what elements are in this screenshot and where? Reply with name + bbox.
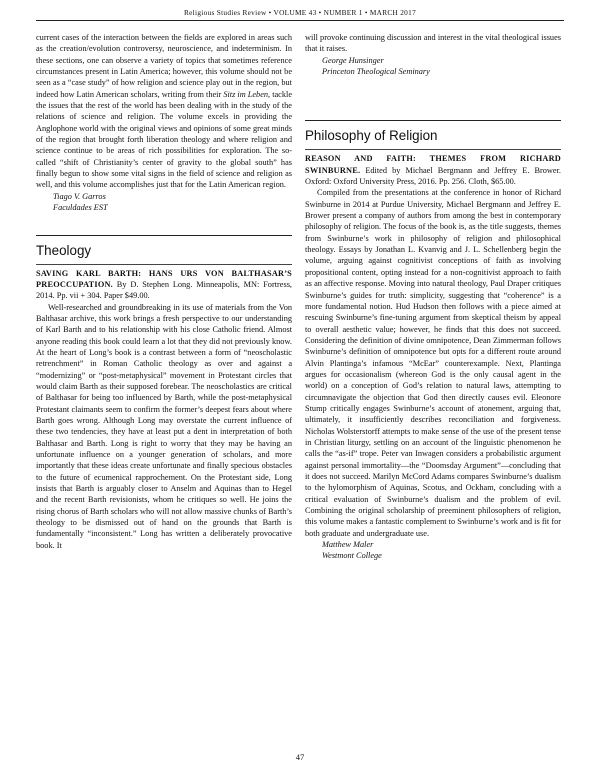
continuation-text-2: , tackle the issues that the rest of the world has been dealing with in the study of the relations of science and religion. The volume excels in providing the Anglophone world with the original views and opinions of some great minds of the region that brought forth liberation theology and where religion and science continue to be areas of rich possibilities for exploration. The so-called “shift of Christianity’s center of gravity to the global south” has finally begun to show some vital signs in the field of science and religion as well, and this volume accomplishes just that for the Latin American region. <box>36 89 293 190</box>
section-title-philosophy: Philosophy of Religion <box>305 128 438 144</box>
previous-review-continuation <box>36 32 292 191</box>
book-title: REASON AND FAITH: THEMES FROM RICHARD SWINBURNE. <box>305 154 561 175</box>
review-body: Well-researched and groundbreaking in its use of materials from the Von Balthasar archive, this work brings a fresh perspective to our understanding of Karl Barth and to his relationship with his close Catholic friend. Almost anyone reading this book could learn a lot that they did not previously know. At the heart of Long’s book is a contrast between a form of “neoscholastic retrenchment” in Roman Catholic theology as over and against a “modernizing” or “post-metaphysical” movement in Protestant circles that would claim Barth as their supposed forebear. The neoscholastics are critical of Balthasar for being too influenced by Barth, while the post-metaphysical Protestant claimants seem to confirm the former’s deepest fears about where Barth goes wrong. Although Long may overstate the current influence of these two tendencies, they have at least put a dent in interpretation of both Balthasar and Barth. Long is right to worry that they may be having an unfortunate influence on a younger generation of scholars, and more importantly that these ideas create unfortunate and finally specious obstacles to the future of ecumenical rapprochement. On the Protestant side, Long insists that Barth is arguably closer to Anselm and Aquinas than to Hegel and the recent Barth revisionists, whom he critiques so well. He joins the rising chorus of Barth scholars who will not allow massive chunks of Barth’s theology to be dismissed out of hand on the grounds that Barth is fundamentally “inconsistent.” Long has written a deliberately provocative book. It <box>36 302 292 550</box>
section-title-theology: Theology <box>36 242 92 258</box>
section-subrule <box>36 264 292 265</box>
review-continuation: will provoke continuing discussion and interest in the vital theological issues that it raises. <box>305 33 561 54</box>
book-details: Edited by Michael Bergmann and Jeffrey E. Brower. Oxford: Oxford University Press, 2016. Pp. 256. Cloth, $65.00. <box>305 165 561 187</box>
review-body: Compiled from the presentations at the conference in honor of Richard Swinburne in 2014 at Purdue University, Michael Bergmann and Jeffrey E. Brower present a company of authors from among the best in contemporary philosophy of religion. The focus of the book is, as the title suggests, themes from Swinburne’s work in philosophy of religion and philosophical theology. Essays by Jonathan L. Kvanvig and J. L. Schellenberg begin the volume, arguing against cognitivist conceptions of faith as involving propositional content, opting instead for a non-cognitivist approach to faith as an affective response. Moving into natural theology, Paul Draper critiques Swinburne’s guides for truth: simplicity, suggesting that “coherence” is a more fundamental notion. Hud Hudson then follows with a piece aimed at rescuing Swinburne’s fine-tuning argument from skeptical theism by appeal to overall aesthetic value; however, he finds that this does not succeed. Considering the definition of divine omnipotence, Dean Zimmerman follows Swinburne’s definition of omnipotence but opts for a different route around Alvin Plantinga’s infamous “McEar” counterexample. Next, Plantinga argues for occasionalism (whereon God is the only causal agent in the world) on a conception of God’s relation to natural laws, attempting to circumnavigate the objection that God then directly causes evil. Eleonore Stump critically engages Swinburne’s account of atonement, arguing that, ultimately, it insufficiently describes reconciliation and forgiveness. Nicholas Wolsterstorff attempts to make sense of the use of the present tense in Christian liturgy, settling on an account of the linguistic phenomenon he calls the “as-if” trope. Peter van Inwagen considers a probabilistic argument against personal immortality—the “Doomsday Argument”—concluding that it does not succeed. Marilyn McCord Adams compares Swinburne’s dualism to the hylomorphism of Aquinas, Scotus, and Ockham, concluding with a critical evaluation of Swinburne’s dualism and the problem of evil. Combining the original scholarship of preeminent philosophers of religion, this volume makes a fantastic complement to Swinburne’s work and is fit for both graduate and undergraduate use. <box>305 188 561 538</box>
continuation-text: current cases of the interaction between the fields are explored in areas such as the creation/evolution controversy, neuroscience, and indeterminism. In these sections, one can observe a variety of topics that sometimes reference circumstances present in Latin America; however, this volume should not be seen as a “case study” of how religion and science play out in the region, but indeed how Latin American scholars, writing from their <box>36 33 292 99</box>
header-rule <box>36 20 564 21</box>
book-details: By D. Stephen Long. Minneapolis, MN: Fortress, 2014. Pp. vii + 304. Paper $49.00. <box>36 279 292 301</box>
section-subrule <box>305 149 561 150</box>
reviewer-name: Matthew Maler <box>322 540 374 550</box>
book-entry <box>305 153 561 187</box>
reviewer-name: George Hunsinger <box>322 55 384 65</box>
running-header: Religious Studies Review • VOLUME 43 • NUMBER 1 • MARCH 2017 <box>183 8 417 17</box>
reviewer-affiliation: Princeton Theological Seminary <box>322 67 430 77</box>
book-title: SAVING KARL BARTH: HANS URS VON BALTHASAR’S PREOCCUPATION. <box>36 268 292 289</box>
reviewer-name: Tiago V. Garros <box>53 191 106 201</box>
right-column <box>305 32 561 562</box>
reviewer-affiliation: Westmont College <box>322 551 382 561</box>
page-number: 47 <box>295 752 305 762</box>
book-entry <box>36 268 292 302</box>
left-column <box>36 32 292 551</box>
continuation-italic: Sitz im Leben <box>223 89 269 99</box>
reviewer-affiliation: Faculdades EST <box>53 203 108 213</box>
